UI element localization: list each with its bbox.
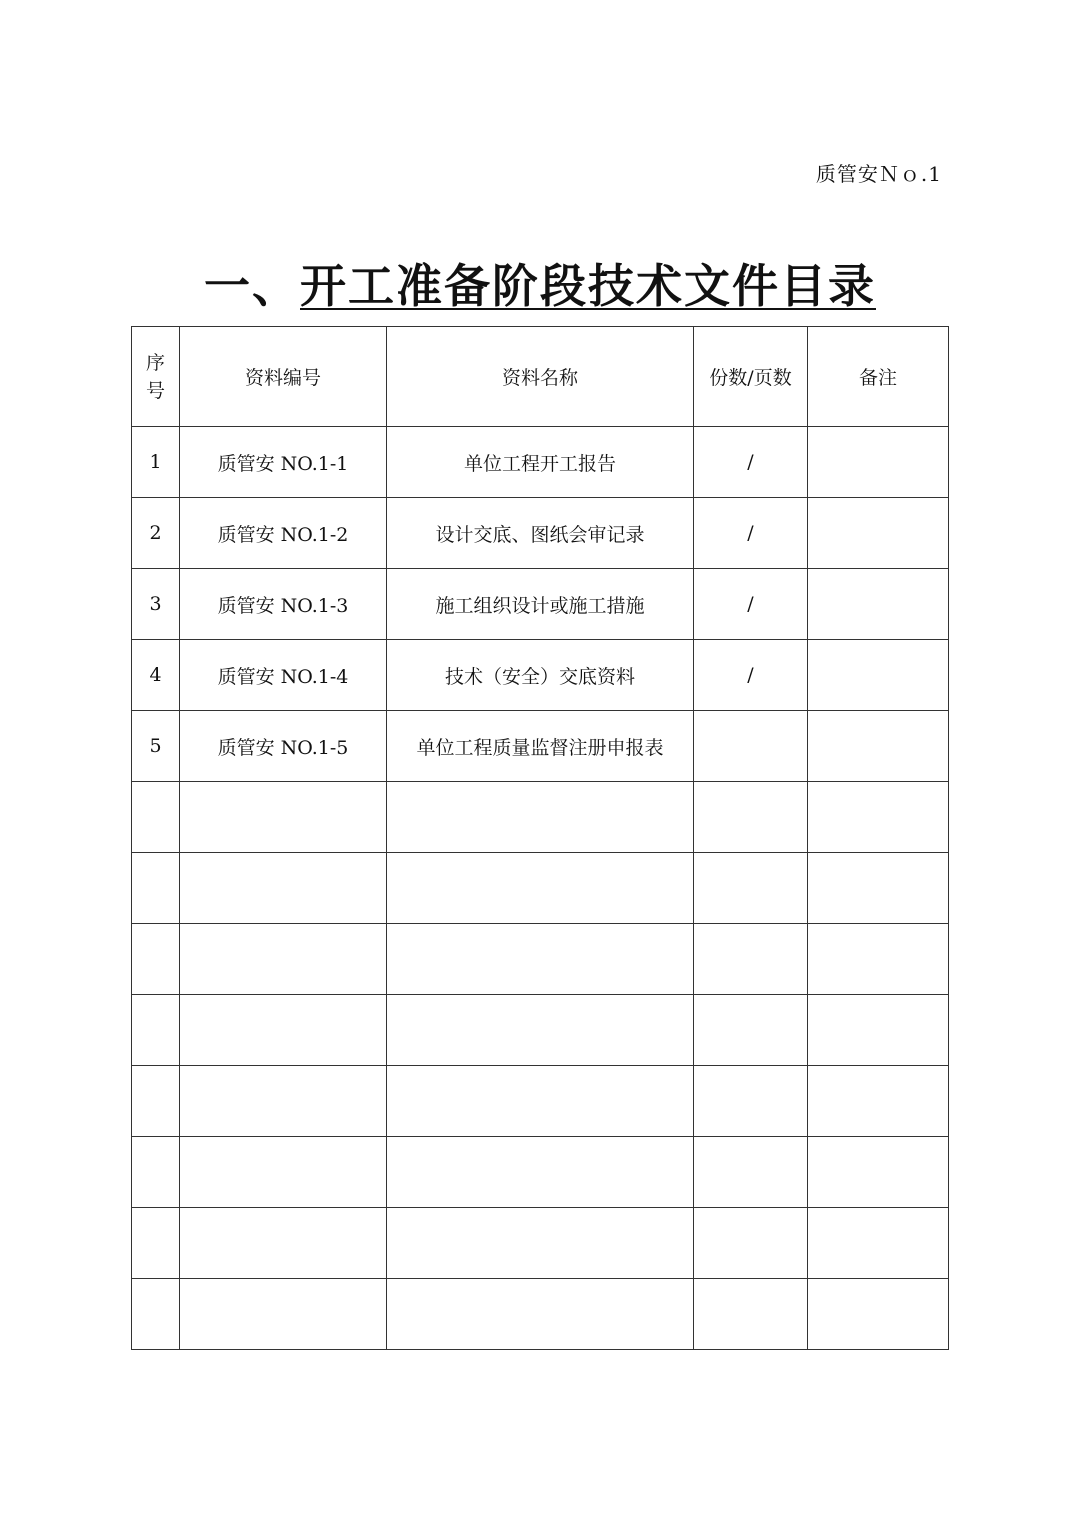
cell-count (694, 853, 808, 924)
cell-seq: 3 (132, 569, 180, 640)
table-header-row (132, 327, 949, 427)
cell-code (180, 853, 387, 924)
cell-seq (132, 1137, 180, 1208)
table-row (132, 1279, 949, 1350)
cell-seq (132, 1279, 180, 1350)
cell-note (808, 1066, 949, 1137)
cell-count: / (694, 569, 808, 640)
cell-name: 施工组织设计或施工措施 (387, 569, 694, 640)
cell-name: 单位工程开工报告 (387, 427, 694, 498)
cell-count (694, 924, 808, 995)
header-note: 备注 (808, 327, 949, 427)
table-row (132, 569, 949, 640)
cell-name: 单位工程质量监督注册申报表 (387, 711, 694, 782)
cell-name (387, 1208, 694, 1279)
table-row (132, 995, 949, 1066)
table-row (132, 711, 949, 782)
cell-count (694, 782, 808, 853)
header-seq-line2: 号 (145, 379, 165, 402)
cell-code (180, 924, 387, 995)
cell-seq (132, 853, 180, 924)
cell-count (694, 1208, 808, 1279)
cell-note (808, 498, 949, 569)
cell-note (808, 1208, 949, 1279)
cell-code (180, 1208, 387, 1279)
table-row (132, 498, 949, 569)
page-title (0, 250, 1080, 316)
cell-seq (132, 1066, 180, 1137)
cell-note (808, 711, 949, 782)
cell-code (180, 1066, 387, 1137)
cell-seq (132, 782, 180, 853)
title-main: 开工准备阶段技术文件目录 (300, 259, 876, 313)
header-code: 资料编号 (180, 327, 387, 427)
cell-seq: 1 (132, 427, 180, 498)
cell-seq (132, 924, 180, 995)
header-name: 资料名称 (387, 327, 694, 427)
table-row (132, 1066, 949, 1137)
cell-count (694, 1279, 808, 1350)
cell-name (387, 853, 694, 924)
cell-code (180, 782, 387, 853)
cell-count: / (694, 498, 808, 569)
cell-count (694, 995, 808, 1066)
cell-name (387, 1137, 694, 1208)
cell-code (180, 995, 387, 1066)
cell-seq: 5 (132, 711, 180, 782)
header-seq (132, 327, 180, 427)
table-row (132, 853, 949, 924)
table-row (132, 1208, 949, 1279)
cell-seq: 2 (132, 498, 180, 569)
cell-name: 技术（安全）交底资料 (387, 640, 694, 711)
cell-name (387, 782, 694, 853)
cell-note (808, 995, 949, 1066)
cell-note (808, 782, 949, 853)
cell-code (180, 1137, 387, 1208)
cell-note (808, 853, 949, 924)
cell-name (387, 1279, 694, 1350)
cell-note (808, 640, 949, 711)
cell-count (694, 1137, 808, 1208)
cell-note (808, 1279, 949, 1350)
cell-note (808, 569, 949, 640)
cell-note (808, 427, 949, 498)
table-row (132, 1137, 949, 1208)
title-prefix: 一、 (204, 259, 300, 313)
cell-seq (132, 995, 180, 1066)
document-code: 质管安Ｎｏ.1 (815, 162, 942, 186)
cell-count (694, 1066, 808, 1137)
cell-code: 质管安 NO.1-5 (180, 711, 387, 782)
cell-name (387, 1066, 694, 1137)
cell-name: 设计交底、图纸会审记录 (387, 498, 694, 569)
cell-count (694, 711, 808, 782)
header-count: 份数/页数 (694, 327, 808, 427)
cell-code: 质管安 NO.1-4 (180, 640, 387, 711)
cell-code: 质管安 NO.1-3 (180, 569, 387, 640)
cell-seq: 4 (132, 640, 180, 711)
cell-name (387, 924, 694, 995)
cell-note (808, 924, 949, 995)
table-row (132, 427, 949, 498)
table-row (132, 924, 949, 995)
catalog-table (131, 326, 949, 1350)
table-row (132, 640, 949, 711)
cell-note (808, 1137, 949, 1208)
cell-name (387, 995, 694, 1066)
cell-count: / (694, 640, 808, 711)
cell-count: / (694, 427, 808, 498)
table-row (132, 782, 949, 853)
cell-seq (132, 1208, 180, 1279)
cell-code (180, 1279, 387, 1350)
cell-code: 质管安 NO.1-2 (180, 498, 387, 569)
header-seq-line1: 序 (145, 351, 165, 374)
cell-code: 质管安 NO.1-1 (180, 427, 387, 498)
